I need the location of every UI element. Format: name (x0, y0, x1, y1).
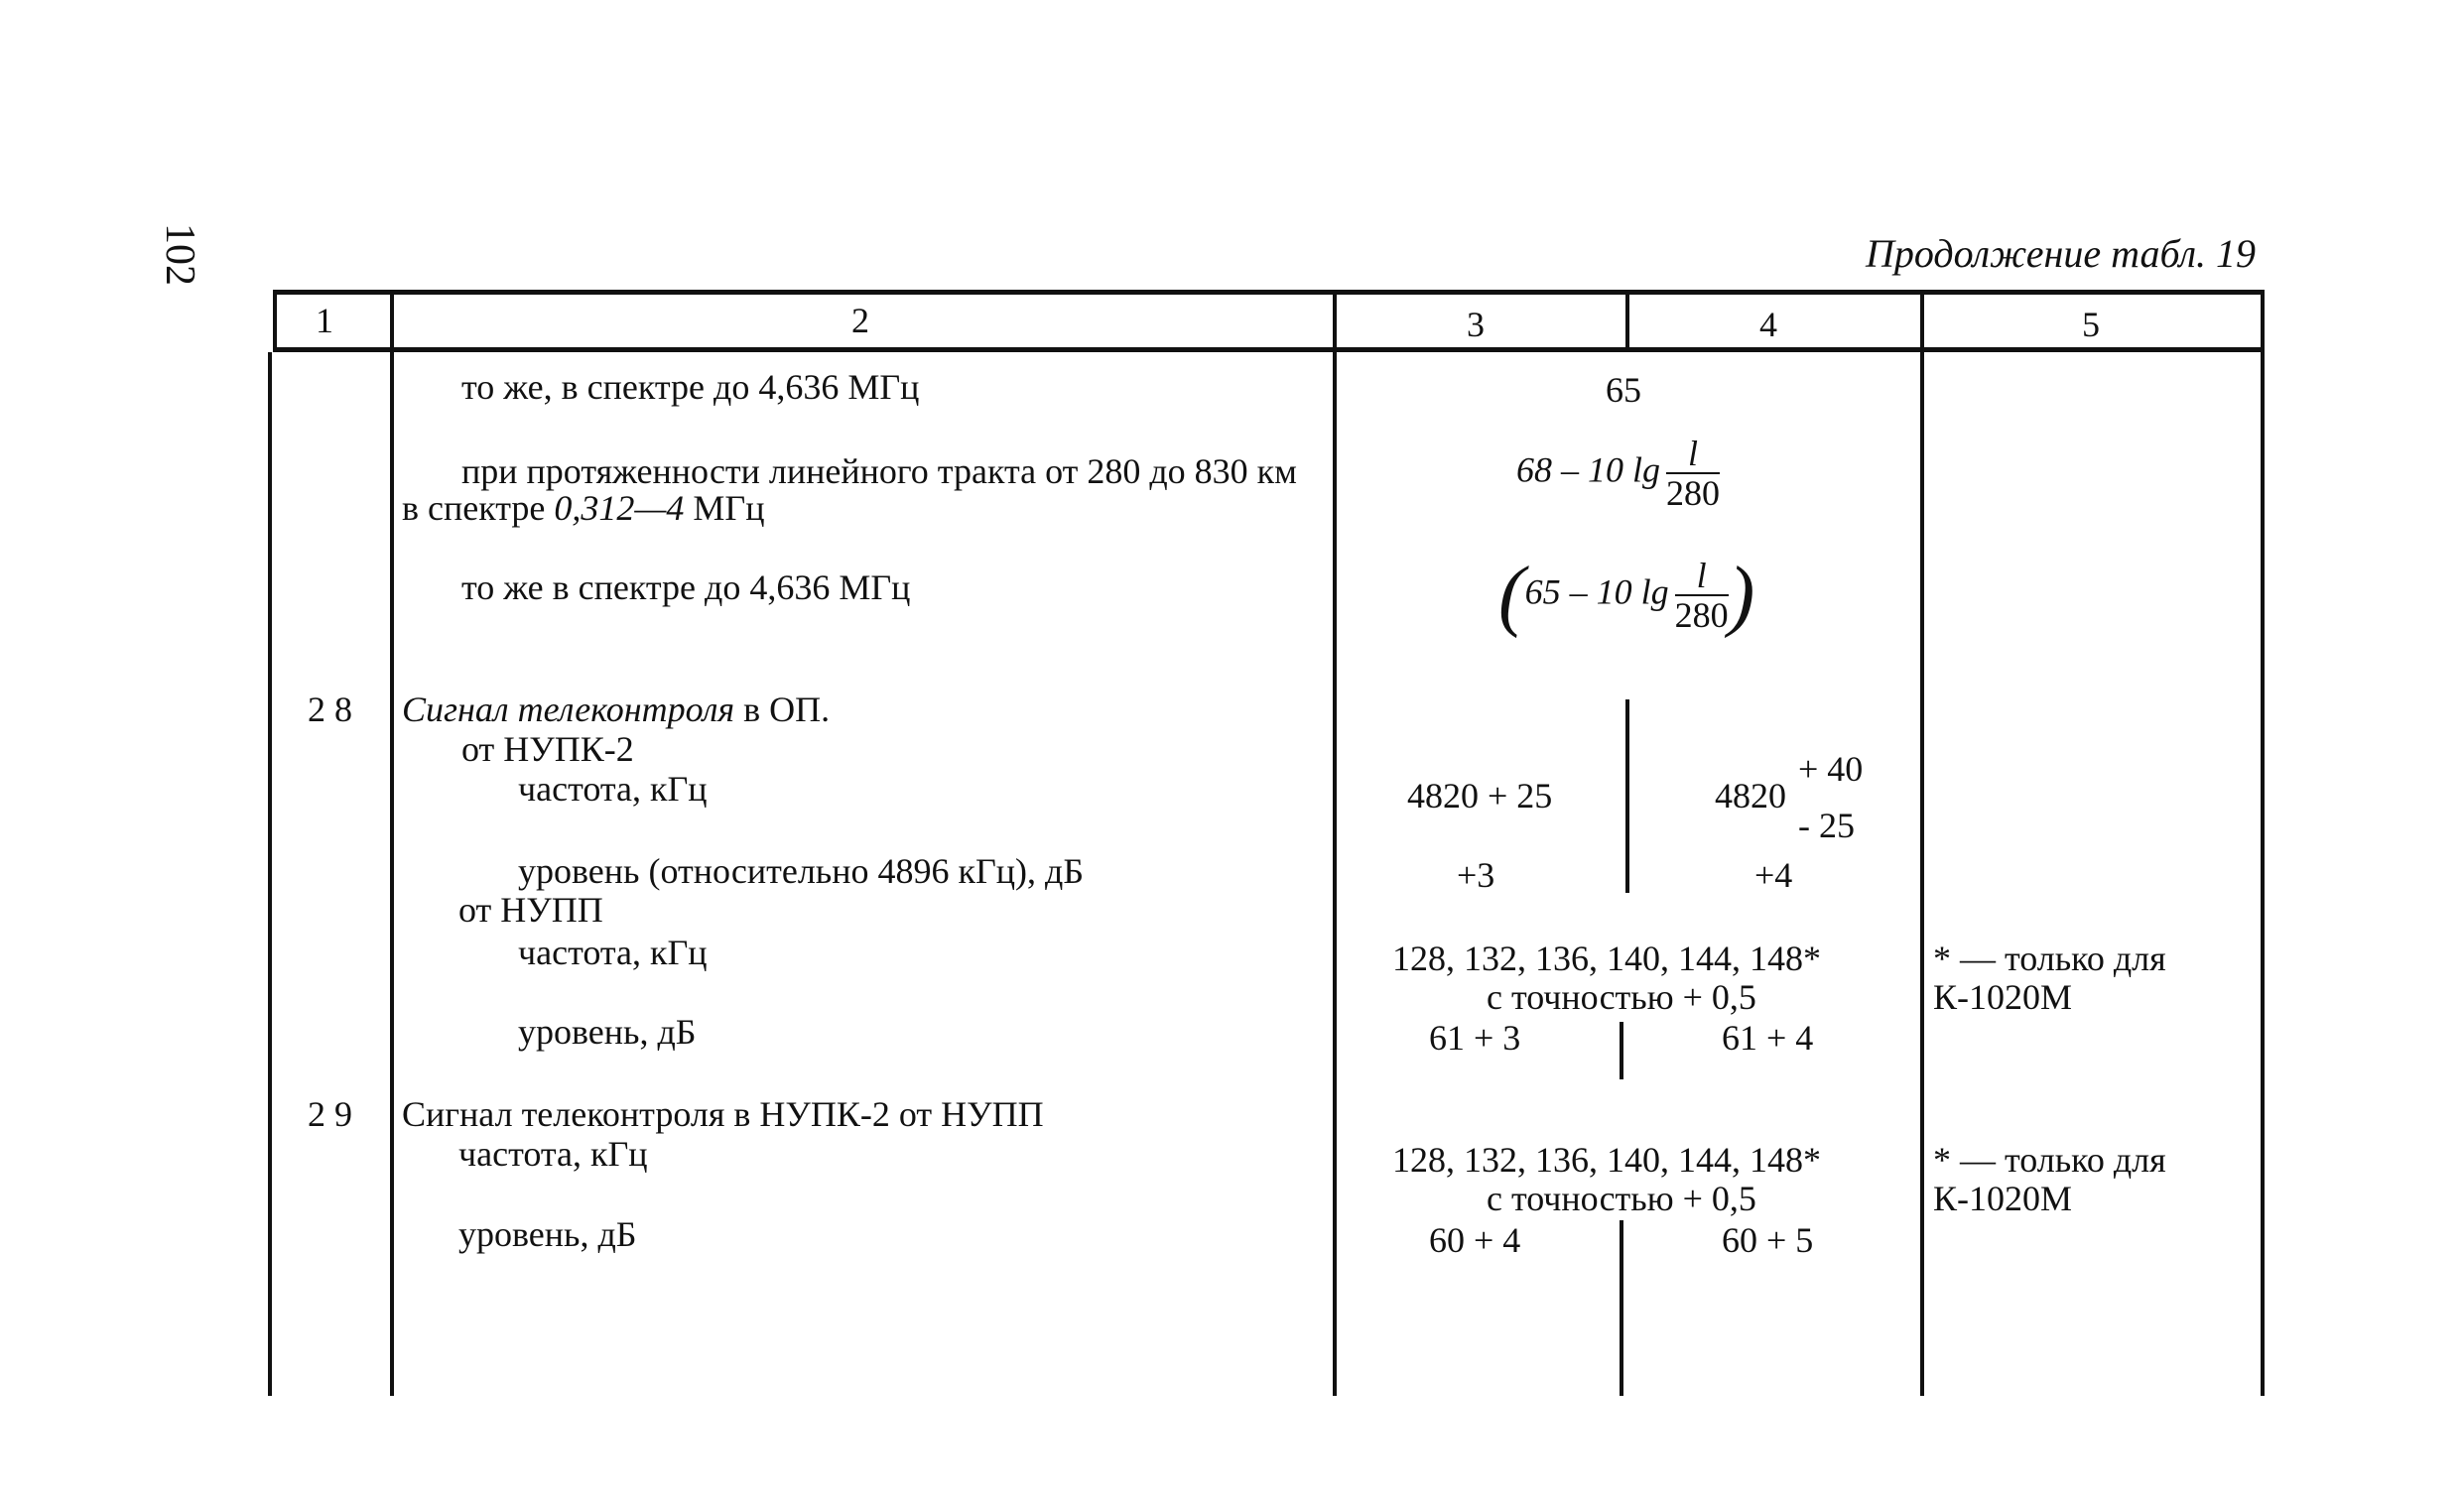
row28-freq-col4-base: 4820 (1715, 776, 1786, 815)
row2-formula-fraction (1666, 435, 1720, 512)
row28-note-line1: * — только для (1933, 939, 2166, 978)
row28-title-italic: Сигнал телеконтроля (402, 690, 735, 729)
col1-left-border (273, 290, 277, 352)
row3-formula-numerator: l (1675, 557, 1729, 596)
row28-level-label: уровень (относительно 4896 кГц), дБ (518, 851, 1085, 891)
continuation-title: Продолжение табл. 19 (1866, 231, 2257, 276)
row28-title-rest: в ОП. (734, 690, 831, 729)
row29-level-col4: 60 + 5 (1722, 1220, 1814, 1260)
row28-level2-col4: 61 + 4 (1722, 1018, 1814, 1058)
row28-freq2-accuracy: с точностью + 0,5 (1487, 977, 1756, 1017)
row28-from-nupk2: от НУПК-2 (461, 729, 634, 769)
row3-close-paren: ) (1728, 552, 1755, 639)
row29-title: Сигнал телеконтроля в НУПК-2 от НУПП (402, 1094, 1044, 1134)
header-col-2: 2 (851, 301, 869, 340)
row2-text-suffix: МГц (684, 488, 765, 528)
row1-value: 65 (1606, 370, 1641, 410)
row1-text: то же, в спектре до 4,636 МГц (461, 367, 920, 407)
row3-formula-prefix: 65 – 10 lg (1524, 571, 1669, 612)
header-col-4: 4 (1759, 305, 1777, 344)
row3-formula-fraction (1675, 557, 1729, 634)
header-col-5: 5 (2082, 305, 2100, 344)
col3-col4-separator-r28-level2 (1620, 1022, 1623, 1079)
row28-level-col3: +3 (1457, 855, 1495, 895)
col1-left-border-body (268, 352, 272, 1396)
row29-level-label: уровень, дБ (458, 1214, 637, 1254)
header-col-1: 1 (316, 301, 333, 340)
row29-note-line2: К-1020М (1933, 1179, 2073, 1218)
row2-text-line2 (402, 488, 765, 528)
row2-text-line1: при протяженности линейного тракта от 280 до 830 км (461, 451, 1297, 491)
row29-freq-accuracy: с точностью + 0,5 (1487, 1179, 1756, 1218)
row2-formula-numerator: l (1666, 435, 1720, 474)
row3-open-paren: ( (1498, 552, 1525, 639)
row2-text-prefix: в спектре (402, 488, 555, 528)
row28-note-line2: К-1020М (1933, 977, 2073, 1017)
header-col-3: 3 (1467, 305, 1485, 344)
row28-level2-col3: 61 + 3 (1429, 1018, 1521, 1058)
col4-left-border-header (1625, 290, 1629, 352)
row3-formula-denominator: 280 (1674, 595, 1729, 635)
row28-from-nupp: от НУПП (458, 890, 603, 930)
row29-freq-label: частота, кГц (458, 1134, 648, 1174)
row28-freq-label: частота, кГц (518, 769, 708, 809)
row28-freq-col4-lower: - 25 (1798, 806, 1855, 845)
row2-text-range: 0,312—4 (554, 488, 685, 528)
row28-freq2-values: 128, 132, 136, 140, 144, 148* (1392, 939, 1821, 978)
col3-col4-separator-r28 (1625, 699, 1629, 893)
row2-formula-prefix: 68 – 10 lg (1516, 449, 1661, 490)
row28-level-col4: +4 (1754, 855, 1793, 895)
row2-formula-denominator: 280 (1666, 473, 1721, 513)
row28-number: 2 8 (308, 690, 352, 729)
col5-left-border (1920, 290, 1924, 1396)
row29-level-col3: 60 + 4 (1429, 1220, 1521, 1260)
row28-freq2-label: частота, кГц (518, 933, 708, 972)
row28-freq-col4-upper: + 40 (1798, 749, 1864, 789)
row28-title (402, 690, 830, 729)
row29-note-line1: * — только для (1933, 1140, 2166, 1180)
col3-left-border (1333, 290, 1337, 1396)
col2-left-border (390, 290, 394, 1396)
row29-number: 2 9 (308, 1094, 352, 1134)
table-right-border (2261, 290, 2265, 1396)
row29-freq-values: 128, 132, 136, 140, 144, 148* (1392, 1140, 1821, 1180)
page-number: 102 (157, 223, 202, 286)
row3-formula (1498, 552, 1755, 639)
row2-formula (1516, 435, 1720, 512)
row28-freq-col3: 4820 + 25 (1407, 776, 1553, 815)
col3-col4-separator-r29-level (1620, 1220, 1623, 1396)
header-bottom-border (273, 347, 2265, 352)
row28-level2-label: уровень, дБ (518, 1012, 697, 1052)
row3-text: то же в спектре до 4,636 МГц (461, 567, 911, 607)
table-top-border (273, 290, 2265, 295)
